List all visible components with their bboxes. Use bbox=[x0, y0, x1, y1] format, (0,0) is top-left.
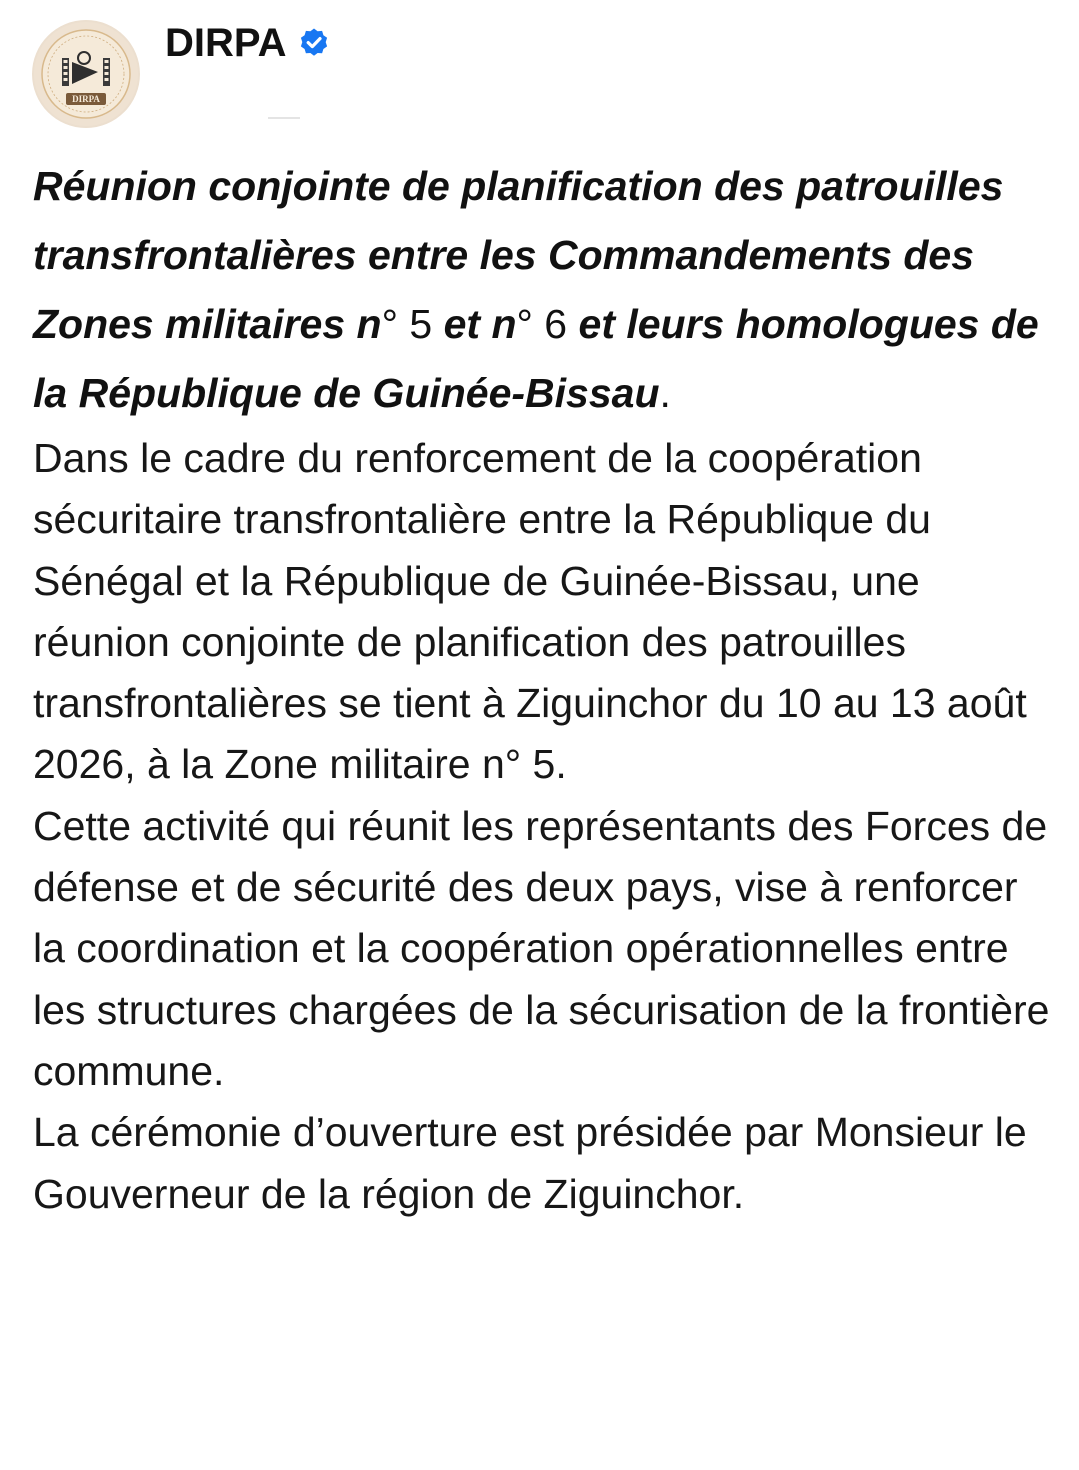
title-number-6: ° 6 bbox=[516, 301, 568, 347]
title-number-5: ° 5 bbox=[381, 301, 433, 347]
author-name[interactable]: DIRPA bbox=[165, 20, 287, 65]
verified-badge-icon bbox=[298, 27, 330, 59]
post-paragraph-1: Dans le cadre du renforcement de la coopération sécuritaire transfrontalière entre la République du Sénégal et la République de Guinée-Bissau, une réunion conjointe de planification des patrouilles transfrontalières se tient à Ziguinchor du 10 au 13 août 2026, à la Zone militaire n° 5. bbox=[33, 435, 1027, 788]
post-paragraph-2: Cette activité qui réunit les représentants des Forces de défense et de sécurité des deux pays, vise à renforcer la coordination et la coopération opérationnelles entre les structures chargées de la sécurisation de la frontière commune. bbox=[33, 802, 1050, 1094]
header-divider bbox=[268, 117, 300, 119]
post-body bbox=[33, 152, 1053, 1225]
title-period: . bbox=[659, 370, 671, 416]
title-part-1: Réunion conjointe de planification des patrouilles transfrontalières entre les Commandements des Zones militaires n bbox=[33, 163, 1004, 347]
post-header bbox=[0, 0, 1079, 135]
post-paragraph-3: La cérémonie d’ouverture est présidée par Monsieur le Gouverneur de la région de Ziguinchor. bbox=[33, 1109, 1027, 1217]
title-part-3: et leurs homologues de la République de Guinée-Bissau bbox=[33, 301, 1039, 416]
avatar-text: DIRPA bbox=[72, 94, 100, 104]
title-part-2: et n bbox=[443, 301, 517, 347]
dirpa-logo-icon bbox=[32, 20, 140, 128]
author-row bbox=[165, 18, 330, 68]
page-avatar[interactable] bbox=[32, 20, 140, 128]
post-title bbox=[33, 152, 1053, 428]
